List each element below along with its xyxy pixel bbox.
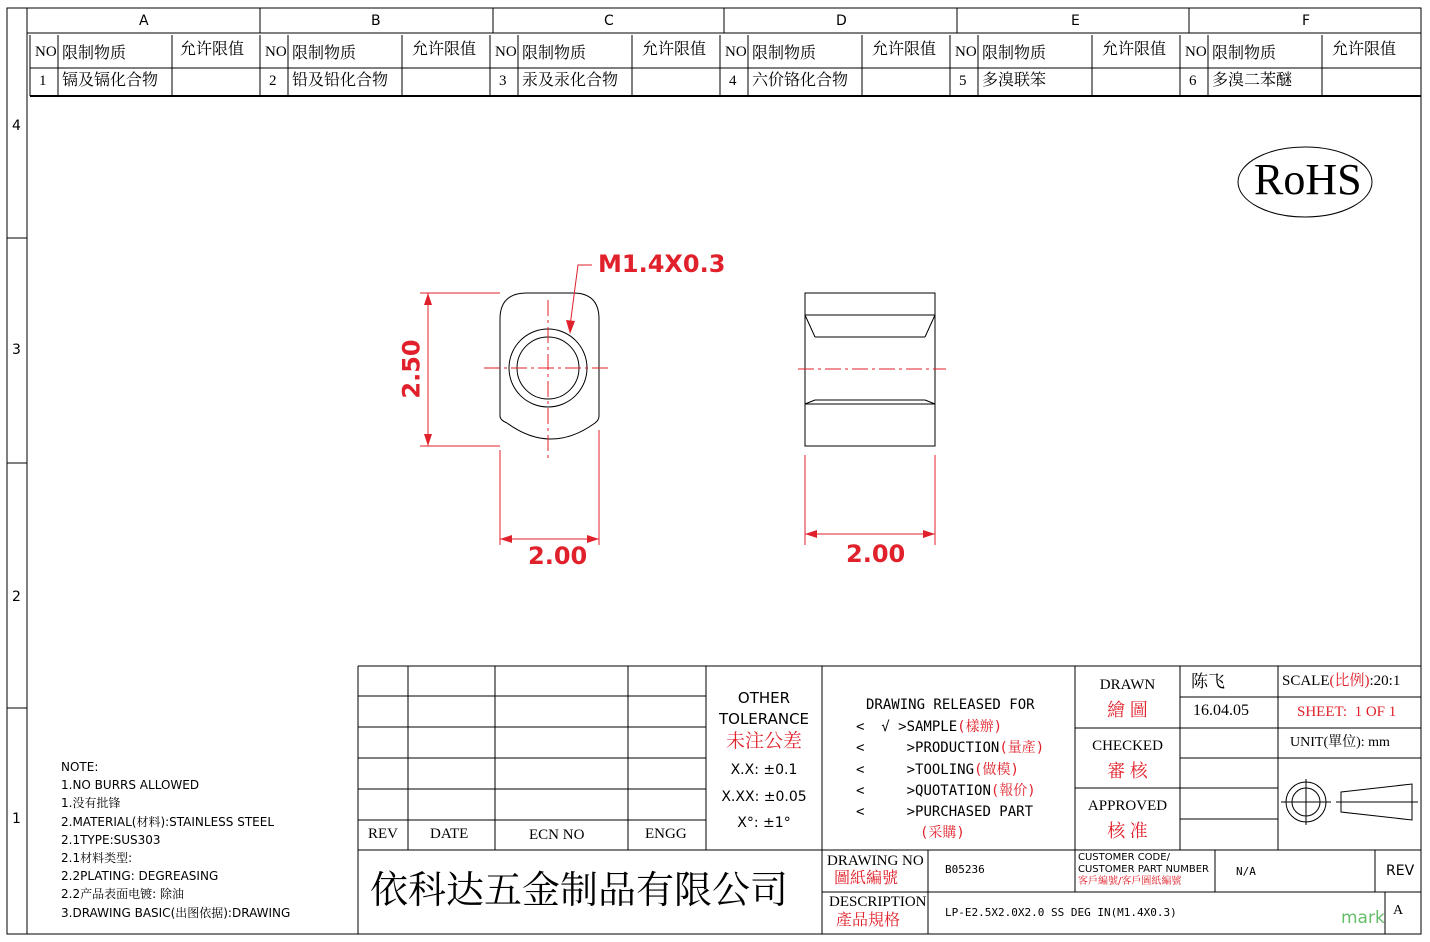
zone-col-e: E [1071,13,1080,29]
approved-label-cn: 核 准 [1107,821,1148,841]
side-width-dimension: 2.00 [846,540,906,568]
release-list [856,717,1044,845]
release-checkbox[interactable]: < > [856,804,916,821]
checked-label: CHECKED [1092,738,1163,754]
note-line: 2.2产品表面电镀: 除油 [61,887,184,902]
rev-value: A [1393,903,1404,918]
restricted-substance-header: 限制物质 [292,45,357,62]
note-line: 3.DRAWING BASIC(出图依据):DRAWING [61,905,291,920]
note-line: NOTE: [61,760,99,774]
sheet-field: SHEET: 1 OF 1 [1297,704,1397,720]
drawn-date: 16.04.05 [1193,702,1249,719]
zone-col-a: A [139,13,149,29]
drawn-label: DRAWN [1099,677,1156,693]
zone-col-b: B [371,13,381,29]
drawing-no-value: B05236 [945,863,985,876]
restricted-limit-header: 允许限值 [1332,41,1397,58]
rohs-mark: RoHS [1254,155,1362,204]
release-item-sample: < √ >SAMPLE(樣辦) [856,719,1003,735]
ecn-header: ECN NO [529,827,585,843]
restricted-substance-header: 限制物质 [982,45,1047,62]
restricted-no-header: NO [1185,44,1207,60]
zone-col-c: C [604,13,614,29]
restricted-no-header: NO [35,44,57,60]
approved-cell [1075,798,1180,843]
drawn-label-cn: 繪 圖 [1107,700,1148,720]
release-item-quotation: < >QUOTATION(報价) [856,782,1036,799]
checked-cell [1075,738,1180,783]
notes-block [61,758,290,922]
release-checkbox[interactable]: < > [856,761,916,778]
release-title: DRAWING RELEASED FOR [866,697,1035,713]
company-name: 依科达五金制品有限公司 [370,870,789,912]
drawing-no-label: DRAWING NO [827,853,924,869]
description-label-cn: 產品規格 [836,912,901,929]
release-item-purchased: < >PURCHASED PART [856,804,1034,821]
restricted-no-header: NO [495,44,517,60]
restricted-limit-header: 允许限值 [872,41,937,58]
restricted-item-no: 3 [499,73,507,89]
checked-label-cn: 審 核 [1107,761,1148,781]
tolerance-block [706,688,822,836]
restricted-item-name: 六价铬化合物 [752,72,849,89]
front-width-dimension: 2.00 [528,542,588,570]
restricted-item-name: 铅及铅化合物 [292,72,389,89]
restricted-no-header: NO [955,44,977,60]
restricted-item-name: 多溴联笨 [982,72,1047,89]
note-line: 2.1TYPE:SUS303 [61,832,161,847]
tolerance-xx: X.X: ±0.1 [730,762,798,778]
zone-row-3: 3 [12,342,21,358]
release-checkbox[interactable]: < > [856,782,916,799]
restricted-substance-header: 限制物质 [1212,45,1277,62]
drawing-no-label-cn: 圖紙編號 [834,870,899,887]
restricted-item-name: 汞及汞化合物 [522,72,619,89]
restricted-item-no: 1 [39,73,47,89]
restricted-item-no: 4 [729,73,737,89]
zone-row-2: 2 [12,589,21,605]
restricted-substance-header: 限制物质 [522,45,587,62]
restricted-no-header: NO [725,44,747,60]
restricted-substance-header: 限制物质 [62,45,127,62]
thread-dimension: M1.4X0.3 [598,250,726,278]
release-item-tooling: < >TOOLING(做模) [856,761,1019,778]
restricted-limit-header: 允许限值 [642,41,707,58]
note-line: 2.2PLATING: DEGREASING [61,869,219,884]
zone-col-f: F [1302,13,1311,29]
zone-row-4: 4 [12,118,21,134]
release-item-production: < >PRODUCTION(量產) [856,740,1045,757]
restricted-item-name: 镉及镉化合物 [62,72,159,89]
zone-col-d: D [836,13,847,29]
tolerance-cn: 未注公差 [725,730,802,752]
engg-header: ENGG [645,826,687,842]
restricted-limit-header: 允许限值 [180,41,245,58]
tolerance-line1: OTHER [737,689,791,707]
restricted-item-no: 2 [269,73,277,89]
zone-row-1: 1 [12,811,21,827]
customer-value: N/A [1236,865,1256,878]
drawn-cell [1075,677,1180,722]
note-line: 2.MATERIAL(材料):STAINLESS STEEL [61,814,275,829]
restricted-no-header: NO [265,44,287,60]
restricted-limit-header: 允许限值 [412,41,477,58]
front-view-outline [500,293,599,439]
tolerance-deg: X°: ±1° [737,815,791,831]
release-checkbox[interactable]: < √ > [856,719,907,735]
drawn-by: 陈飞 [1191,672,1225,691]
customer-label: CUSTOMER CODE/ CUSTOMER PART NUMBER 客戶編號/客戶圖紙編號 [1078,852,1209,887]
note-line: 1.没有批锋 [61,796,121,811]
release-item-purchased-cn: (采購) [920,825,965,842]
note-line: 2.1材料类型: [61,851,133,866]
description-label: DESCRIPTION [829,894,927,910]
tolerance-xxx: X.XX: ±0.05 [721,789,807,805]
date-header: DATE [430,826,469,842]
rev-header: REV [368,826,398,842]
rev-label: REV [1386,863,1415,879]
tolerance-line2: TOLERANCE [718,710,810,728]
restricted-substance-header: 限制物质 [752,45,817,62]
description-value: LP-E2.5X2.0X2.0 SS DEG IN(M1.4X0.3) [945,906,1177,919]
release-checkbox[interactable]: < > [856,740,916,757]
watermark: mark [1341,908,1385,928]
restricted-item-no: 6 [1189,73,1197,89]
restricted-item-name: 多溴二苯醚 [1212,72,1293,89]
approved-label: APPROVED [1087,798,1168,814]
restricted-limit-header: 允许限值 [1102,41,1167,58]
scale-field: SCALE(比例):20:1 [1282,673,1401,689]
note-line: 1.NO BURRS ALLOWED [61,778,200,793]
restricted-item-no: 5 [959,73,967,89]
height-dimension: 2.50 [397,339,426,399]
unit-field: UNIT(單位): mm [1290,735,1390,750]
